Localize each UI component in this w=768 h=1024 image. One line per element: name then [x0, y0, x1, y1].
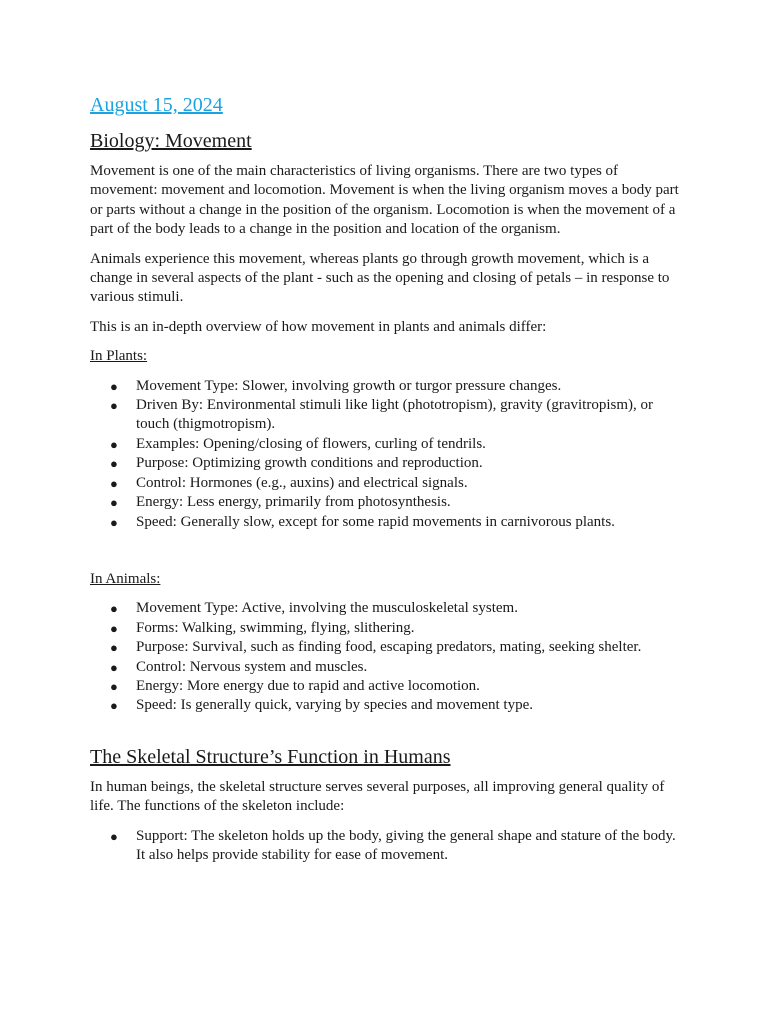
bullet-icon: ●	[110, 475, 118, 491]
list-item	[90, 513, 682, 532]
bullet-icon: ●	[110, 620, 118, 636]
animals-heading: In Animals:	[90, 570, 161, 587]
list-item-text: Control: Nervous system and muscles.	[136, 658, 368, 675]
list-item-text: Examples: Opening/closing of flowers, curling of tendrils.	[136, 435, 486, 452]
bullet-icon: ●	[110, 828, 118, 844]
bullet-icon: ●	[110, 495, 118, 511]
list-item-text: Movement Type: Slower, involving growth or turgor pressure changes.	[136, 377, 562, 394]
bullet-icon: ●	[110, 640, 118, 656]
document-page	[90, 92, 682, 865]
list-item-text: Speed: Is generally quick, varying by species and movement type.	[136, 697, 533, 714]
bullet-icon: ●	[110, 436, 118, 452]
list-item-text: Purpose: Optimizing growth conditions and reproduction.	[136, 455, 483, 472]
plants-heading: In Plants:	[90, 348, 148, 365]
list-item-text: Movement Type: Active, involving the musculoskeletal system.	[136, 600, 518, 617]
list-item-text: Forms: Walking, swimming, flying, slithering.	[136, 619, 415, 636]
intro-paragraph-1: Movement is one of the main characteristics of living organisms. There are two types of movement: movement and locomotion. Movement is when the living organism moves a body part or parts without a change in the position of the organism. Locomotion is when the movement of a part of the body leads to a change in the position and location of the organism.	[90, 163, 679, 238]
list-item-text: Speed: Generally slow, except for some rapid movements in carnivorous plants.	[136, 513, 615, 530]
intro-paragraph-2: Animals experience this movement, whereas plants go through growth movement, which is a change in several aspects of the plant - such as the opening and closing of petals – in response to various stimuli.	[90, 250, 670, 306]
list-item	[90, 377, 682, 396]
bullet-icon: ●	[110, 378, 118, 394]
bullet-icon: ●	[110, 698, 118, 714]
list-item	[90, 677, 682, 696]
list-item-text: Purpose: Survival, such as finding food, escaping predators, mating, seeking shelter.	[136, 639, 642, 656]
list-item	[90, 435, 682, 454]
list-item	[90, 599, 682, 618]
list-item	[90, 696, 682, 715]
list-item-text: Energy: More energy due to rapid and active locomotion.	[136, 677, 480, 694]
skeletal-intro-paragraph: In human beings, the skeletal structure serves several purposes, all improving general quality of life. The functions of the skeleton include:	[90, 778, 665, 815]
list-item	[90, 658, 682, 677]
document-title: Biology: Movement	[90, 130, 252, 152]
list-item	[90, 454, 682, 473]
bullet-icon: ●	[110, 659, 118, 675]
list-item	[90, 396, 682, 435]
bullet-icon: ●	[110, 601, 118, 617]
list-item-text: Driven By: Environmental stimuli like light (phototropism), gravity (gravitropism), or touch (thigmotropism).	[136, 397, 654, 433]
animals-list	[90, 599, 682, 715]
list-item	[90, 619, 682, 638]
plants-list	[90, 377, 682, 532]
bullet-icon: ●	[110, 514, 118, 530]
list-item	[90, 493, 682, 512]
list-item	[90, 474, 682, 493]
document-date: August 15, 2024	[90, 94, 223, 116]
skeletal-list	[90, 827, 682, 866]
list-item	[90, 638, 682, 657]
list-item-text: Energy: Less energy, primarily from photosynthesis.	[136, 494, 451, 511]
list-item-text: Control: Hormones (e.g., auxins) and electrical signals.	[136, 474, 468, 491]
skeletal-section-title: The Skeletal Structure’s Function in Humans	[90, 745, 451, 768]
bullet-icon: ●	[110, 456, 118, 472]
bullet-icon: ●	[110, 678, 118, 694]
list-item	[90, 827, 682, 866]
list-item-text: Support: The skeleton holds up the body, giving the general shape and stature of the body. It also helps provide stability for ease of movement.	[136, 827, 676, 863]
bullet-icon: ●	[110, 398, 118, 414]
intro-paragraph-3: This is an in-depth overview of how movement in plants and animals differ:	[90, 318, 547, 335]
